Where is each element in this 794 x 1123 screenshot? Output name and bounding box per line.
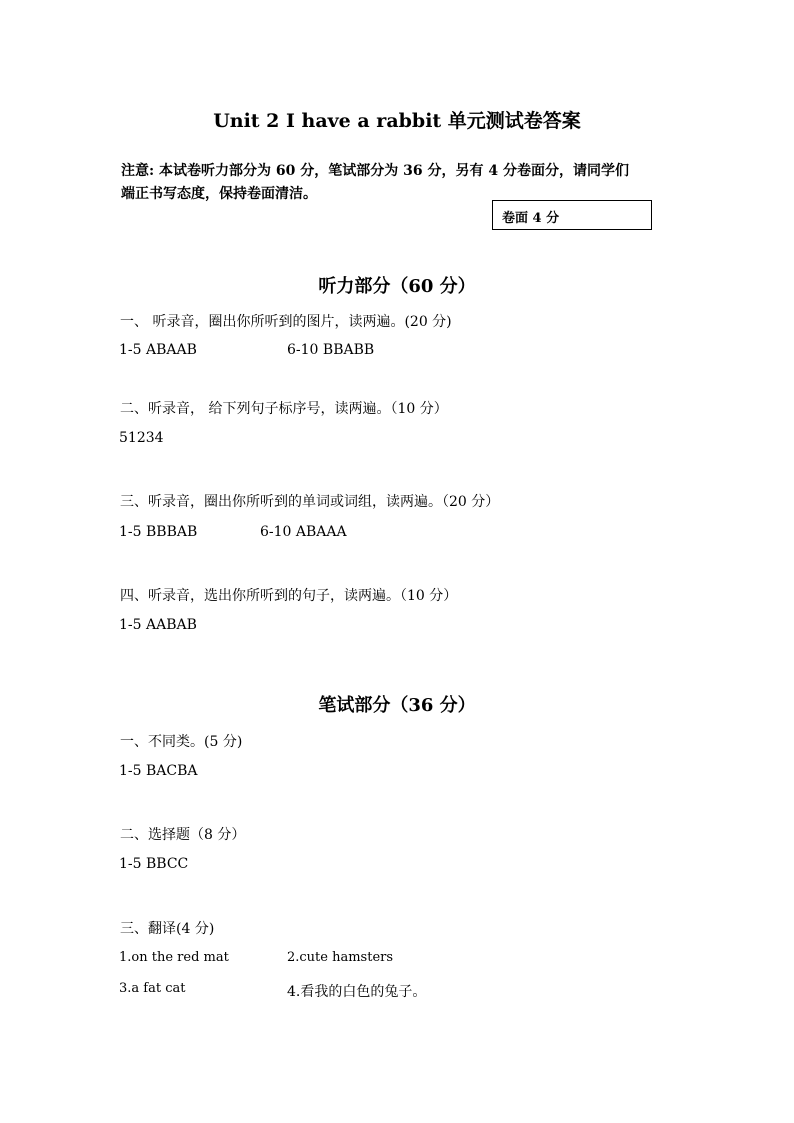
written-q3-item-4: 4.看我的白色的兔子。: [287, 984, 427, 1000]
document-title: Unit 2 I have a rabbit 单元测试卷答案: [213, 110, 581, 132]
written-q3-item-1: 1.on the red mat: [119, 950, 229, 965]
listening-q3-answer-a: 1-5 BBBAB: [119, 524, 198, 540]
listening-q4-prompt: 四、听录音，选出你所听到的句子，读两遍。（10 分）: [120, 588, 458, 604]
listening-q3-prompt: 三、听录音，圈出你所听到的单词或词组，读两遍。（20 分）: [120, 494, 500, 510]
notice-line-2: 端正书写态度，保持卷面清洁。: [121, 186, 317, 202]
notice-line-1: 注意: 本试卷听力部分为 60 分，笔试部分为 36 分，另有 4 分卷面分，请同学们: [121, 163, 629, 179]
score-box: 卷面 4 分: [492, 200, 652, 230]
written-q1-answer: 1-5 BACBA: [119, 763, 198, 779]
written-q2-answer: 1-5 BBCC: [119, 856, 189, 872]
written-q2-prompt: 二、选择题（8 分）: [120, 827, 246, 843]
written-q3-item-2: 2.cute hamsters: [287, 950, 394, 965]
listening-heading: 听力部分（60 分）: [318, 276, 476, 297]
written-heading: 笔试部分（36 分）: [318, 695, 476, 716]
listening-q2-prompt: 二、听录音， 给下列句子标序号，读两遍。（10 分）: [120, 401, 448, 417]
written-q1-prompt: 一、不同类。(5 分): [120, 734, 243, 750]
listening-q2-answer: 51234: [119, 430, 164, 446]
listening-q1-answer-b: 6-10 BBABB: [287, 342, 375, 358]
listening-q4-answer: 1-5 AABAB: [119, 617, 197, 633]
listening-q3-answer-b: 6-10 ABAAA: [260, 524, 347, 540]
listening-q1-prompt: 一、 听录音，圈出你所听到的图片，读两遍。(20 分): [120, 314, 452, 330]
listening-q1-answer-a: 1-5 ABAAB: [119, 342, 197, 358]
written-q3-prompt: 三、翻译(4 分): [120, 921, 215, 937]
written-q3-item-3: 3.a fat cat: [119, 981, 186, 996]
